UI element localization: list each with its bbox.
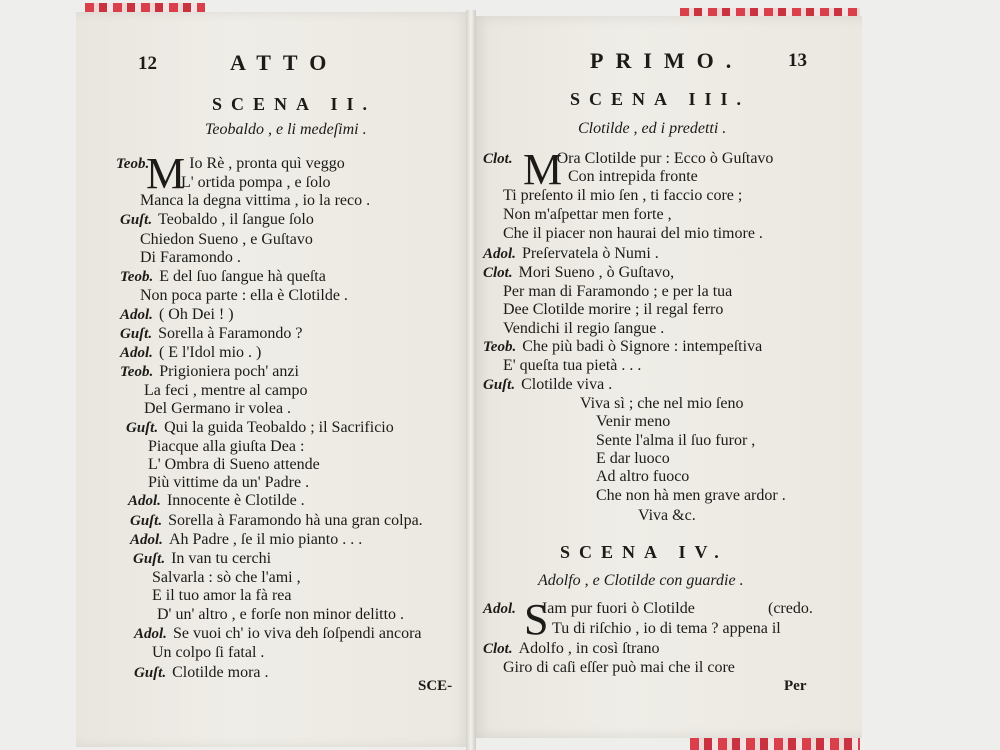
verse-line: Tu di riſchio , io di tema ? appena il xyxy=(552,620,781,637)
speech-line: Teob. Che più badi ò Signore : intempeſtiva xyxy=(483,338,763,355)
verse-line: Non m'aſpettar men forte , xyxy=(503,206,672,223)
verse-line: Salvarla : sò che l'ami , xyxy=(152,569,301,586)
speech-line: Clot. Mori Sueno , ò Guſtavo, xyxy=(483,264,675,281)
verse-line: Per man di Faramondo ; e per la tua xyxy=(503,283,733,300)
verse-line: Manca la degna vittima , io la reco . xyxy=(140,192,371,209)
running-head: ATTO xyxy=(230,50,339,75)
scene-cast: Adolfo , e Clotilde con guardie . xyxy=(538,572,744,589)
verse-line: Un colpo ſi fatal . xyxy=(152,644,265,661)
speech-line: Adol. Ah Padre , ſe il mio pianto . . . xyxy=(130,531,363,548)
verse-line: Più vittime da un' Padre . xyxy=(148,474,310,491)
verse-line: Di Faramondo . xyxy=(140,249,241,266)
verse-line: Del Germano ir volea . xyxy=(144,400,292,417)
verse-line: Giro di caſi eſſer può mai che il core xyxy=(503,659,735,676)
verse-line: Dee Clotilde morire ; il regal ferro xyxy=(503,301,724,318)
verse-line: Viva sì ; che nel mio ſeno xyxy=(580,395,744,412)
verse-line: Che il piacer non haurai del mio timore . xyxy=(503,225,763,242)
speech-line: Teob. Prigioniera poch' anzi xyxy=(120,363,299,380)
speech-line: Guſt. Clotilde viva . xyxy=(483,376,613,393)
speech-line: Clot. Ora Clotilde pur : Ecco ò Guſtavo xyxy=(483,150,774,167)
speech-line: Adol. Iam pur fuori ò Clotilde xyxy=(483,600,695,617)
verse-line: Viva &c. xyxy=(638,507,696,524)
verse-line: Piacque alla giuſta Dea : xyxy=(148,438,305,455)
scene-title: SCENA III. xyxy=(570,89,751,109)
verse-line: Con intrepida fronte xyxy=(568,168,698,185)
speech-line: Adol. Innocente è Clotilde . xyxy=(128,492,305,509)
speech-line: Guſt. Sorella à Faramondo hà una gran colpa. xyxy=(130,512,423,529)
speech-line: Guſt. Clotilde mora . xyxy=(134,664,269,681)
running-head: PRIMO. xyxy=(590,48,744,73)
verse-line: E dar luoco xyxy=(596,450,670,467)
verse-turnover: (credo. xyxy=(768,600,813,617)
speech-line: Guſt. In van tu cerchi xyxy=(133,550,272,567)
verse-line: E' queſta tua pietà . . . xyxy=(503,357,642,374)
scene-cast: Teobaldo , e li medeſimi . xyxy=(205,121,367,138)
verse-line: Ad altro fuoco xyxy=(596,468,690,485)
verse-line: Vendichi il regio ſangue . xyxy=(503,320,665,337)
speech-line: Adol. Se vuoi ch' io viva deh ſoſpendi ancora xyxy=(134,625,422,642)
scene-title: SCENA IV. xyxy=(560,542,728,562)
verse-line: D' un' altro , e forſe non minor delitto . xyxy=(157,606,405,623)
speech-line: Teob. E del ſuo ſangue hà queſta xyxy=(120,268,326,285)
drop-cap: M xyxy=(523,145,563,194)
book-gutter xyxy=(466,10,476,750)
page-number: 12 xyxy=(138,53,157,74)
speech-line: Clot. Adolfo , in così ſtrano xyxy=(483,640,660,657)
drop-cap: S xyxy=(524,595,549,644)
verse-line: L' Ombra di Sueno attende xyxy=(148,456,320,473)
verse-line: Che non hà men grave ardor . xyxy=(596,487,786,504)
speech-line: Adol. ( E l'Idol mio . ) xyxy=(120,344,262,361)
verse-line: La feci , mentre al campo xyxy=(144,382,308,399)
speech-line: Guſt. Sorella à Faramondo ? xyxy=(120,325,303,342)
page-number: 13 xyxy=(788,50,807,71)
speech-line: Adol. ( Oh Dei ! ) xyxy=(120,306,234,323)
verse-line: Sente l'alma il ſuo furor , xyxy=(596,432,756,449)
verse-line: Non poca parte : ella è Clotilde . xyxy=(140,287,348,304)
speech-line: Guſt. Qui la guida Teobaldo ; il Sacrificio xyxy=(126,419,394,436)
verse-line: E il tuo amor la fà rea xyxy=(152,587,292,604)
speech-line: Guſt. Teobaldo , il ſangue ſolo xyxy=(120,211,314,228)
drop-cap: M xyxy=(146,149,186,198)
catchword: SCE- xyxy=(418,678,453,694)
verse-line: Venir meno xyxy=(596,413,671,430)
red-page-edge-bottom xyxy=(690,738,860,750)
speech-line: Adol. Preſervatela ò Numi . xyxy=(483,245,659,262)
verse-line: Chiedon Sueno , e Guſtavo xyxy=(140,231,313,248)
verse-line: L' ortida pompa , e ſolo xyxy=(181,174,331,191)
scene-cast: Clotilde , ed i predetti . xyxy=(578,120,727,137)
verse-line: Ti preſento il mio ſen , ti faccio core ; xyxy=(503,187,743,204)
speech-line: Teob. Io Rè , pronta quì veggo xyxy=(116,155,345,172)
catchword: Per xyxy=(784,678,807,694)
scene-title: SCENA II. xyxy=(212,94,377,114)
